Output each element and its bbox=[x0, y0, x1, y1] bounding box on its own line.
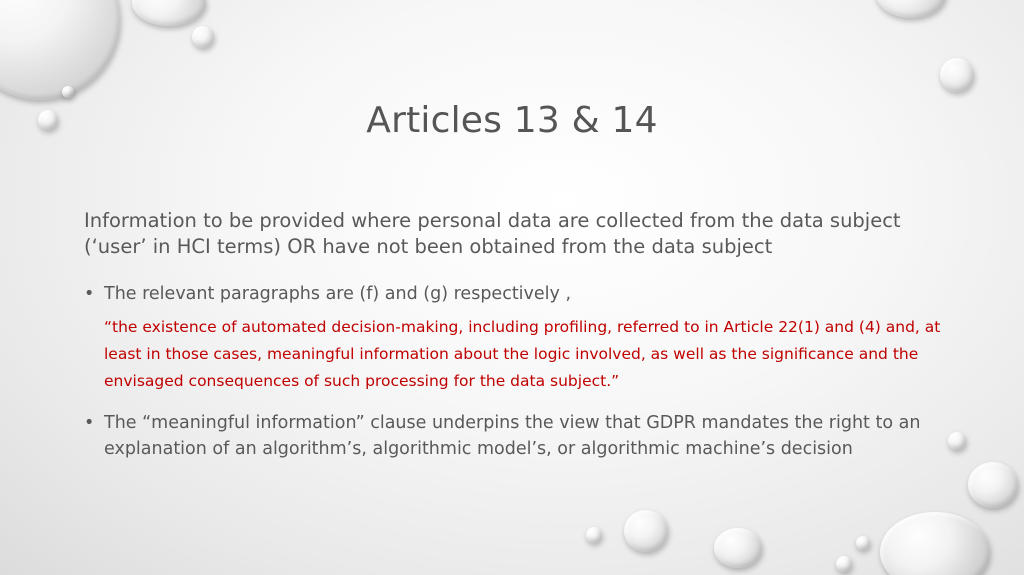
water-drop-decoration bbox=[0, 0, 120, 100]
bullet-item bbox=[84, 410, 964, 462]
water-drop-decoration bbox=[586, 527, 602, 543]
bullet-item bbox=[84, 281, 964, 307]
intro-paragraph: Information to be provided where personal data are collected from the data subject (‘user’ in HCI terms) OR have not been obtained from the data subject bbox=[84, 209, 901, 258]
water-drop-decoration bbox=[876, 0, 946, 18]
bullet-marker: • bbox=[84, 413, 95, 433]
slide-title: Articles 13 & 14 bbox=[366, 100, 658, 141]
water-drop-decoration bbox=[836, 556, 852, 572]
water-drop-decoration bbox=[968, 462, 1018, 508]
water-drop-decoration bbox=[624, 510, 668, 552]
water-drop-decoration bbox=[132, 0, 206, 26]
water-drop-decoration bbox=[714, 528, 762, 568]
bullet-text: The “meaningful information” clause underpins the view that GDPR mandates the right to an explanation of an algorithm’s, algorithmic model’s, or algorithmic machine’s decision bbox=[104, 413, 921, 459]
water-drop-decoration bbox=[192, 26, 214, 48]
bullet-marker: • bbox=[84, 284, 95, 304]
water-drop-decoration bbox=[880, 512, 990, 575]
water-drop-decoration bbox=[856, 536, 870, 550]
water-drop-decoration bbox=[940, 58, 974, 92]
article-quote: “the existence of automated decision-making, including profiling, referred to in Article 22(1) and (4) and, at least in those cases, meaningful information about the logic involved, as well as the significance and the envisaged consequences of such processing for the data subject.” bbox=[104, 318, 941, 390]
water-drop-decoration bbox=[62, 86, 74, 98]
bullet-text: The relevant paragraphs are (f) and (g) respectively , bbox=[104, 284, 572, 304]
